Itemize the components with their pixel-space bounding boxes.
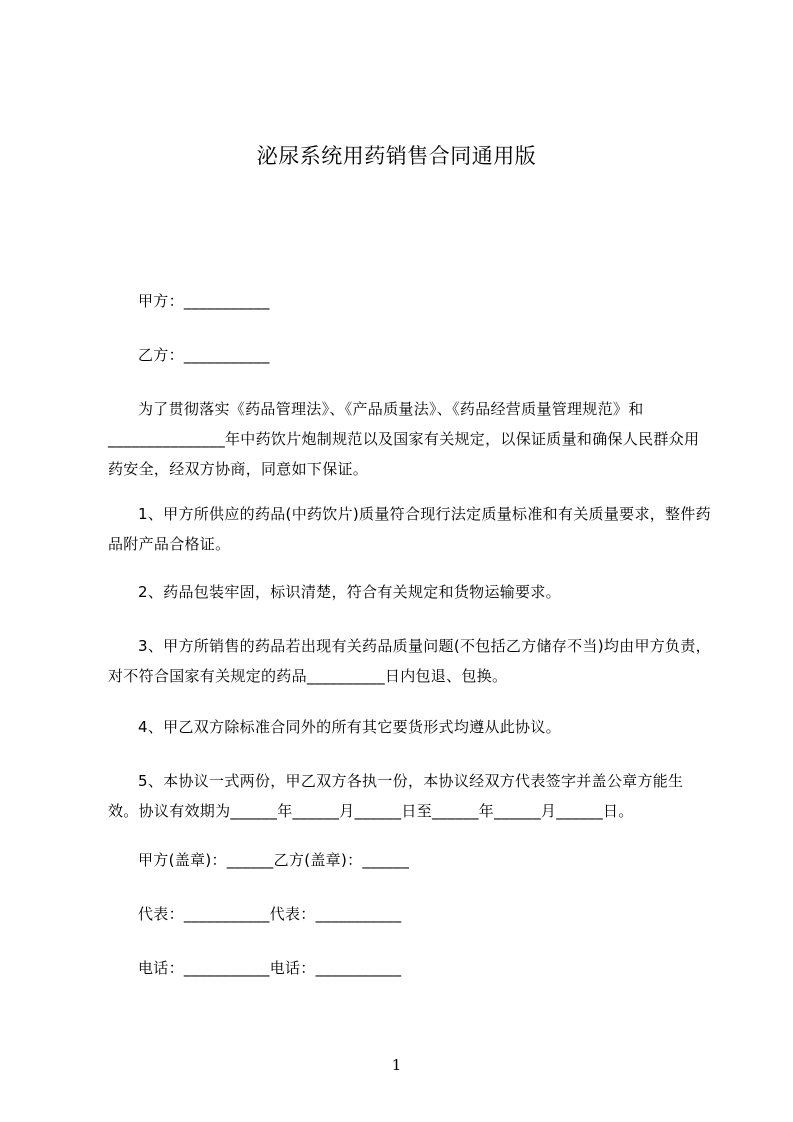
seal-line: 甲方(盖章)：______乙方(盖章)：______ (138, 851, 410, 869)
party-b-field: 乙方：___________ (138, 346, 270, 364)
phone-line: 电话：___________电话：___________ (138, 959, 402, 977)
preamble-paragraph: 为了贯彻落实《药品管理法》、《产品质量法》、《药品经营质量管理规范》和_______________年中药饮片炮制规范以及国家有关规定，以保证质量和确保人民群众用药安全，经双方协商，同意如下保证。 (108, 400, 700, 478)
document-title: 泌尿系统用药销售合同通用版 (256, 144, 537, 168)
clause-2-paragraph: 2、药品包装牢固，标识清楚，符合有关规定和货物运输要求。 (138, 583, 561, 601)
clause-5-paragraph: 5、本协议一式两份，甲乙双方各执一份，本协议经双方代表签字并盖公章方能生效。协议有效期为______年______月______日至______年______月______日。 (108, 772, 684, 820)
representative-line: 代表：___________代表：___________ (138, 905, 402, 923)
party-a-field: 甲方：___________ (138, 292, 270, 310)
clause-3-paragraph: 3、甲方所销售的药品若出现有关药品质量问题(不包括乙方储存不当)均由甲方负责，对不符合国家有关规定的药品__________日内包退、包换。 (108, 637, 711, 685)
clause-4-paragraph: 4、甲乙双方除标准合同外的所有其它要货形式均遵从此协议。 (138, 718, 561, 736)
clause-1-paragraph: 1、甲方所供应的药品(中药饮片)质量符合现行法定质量标准和有关质量要求，整件药品附产品合格证。 (108, 505, 711, 553)
page-number: 1 (391, 1056, 402, 1074)
